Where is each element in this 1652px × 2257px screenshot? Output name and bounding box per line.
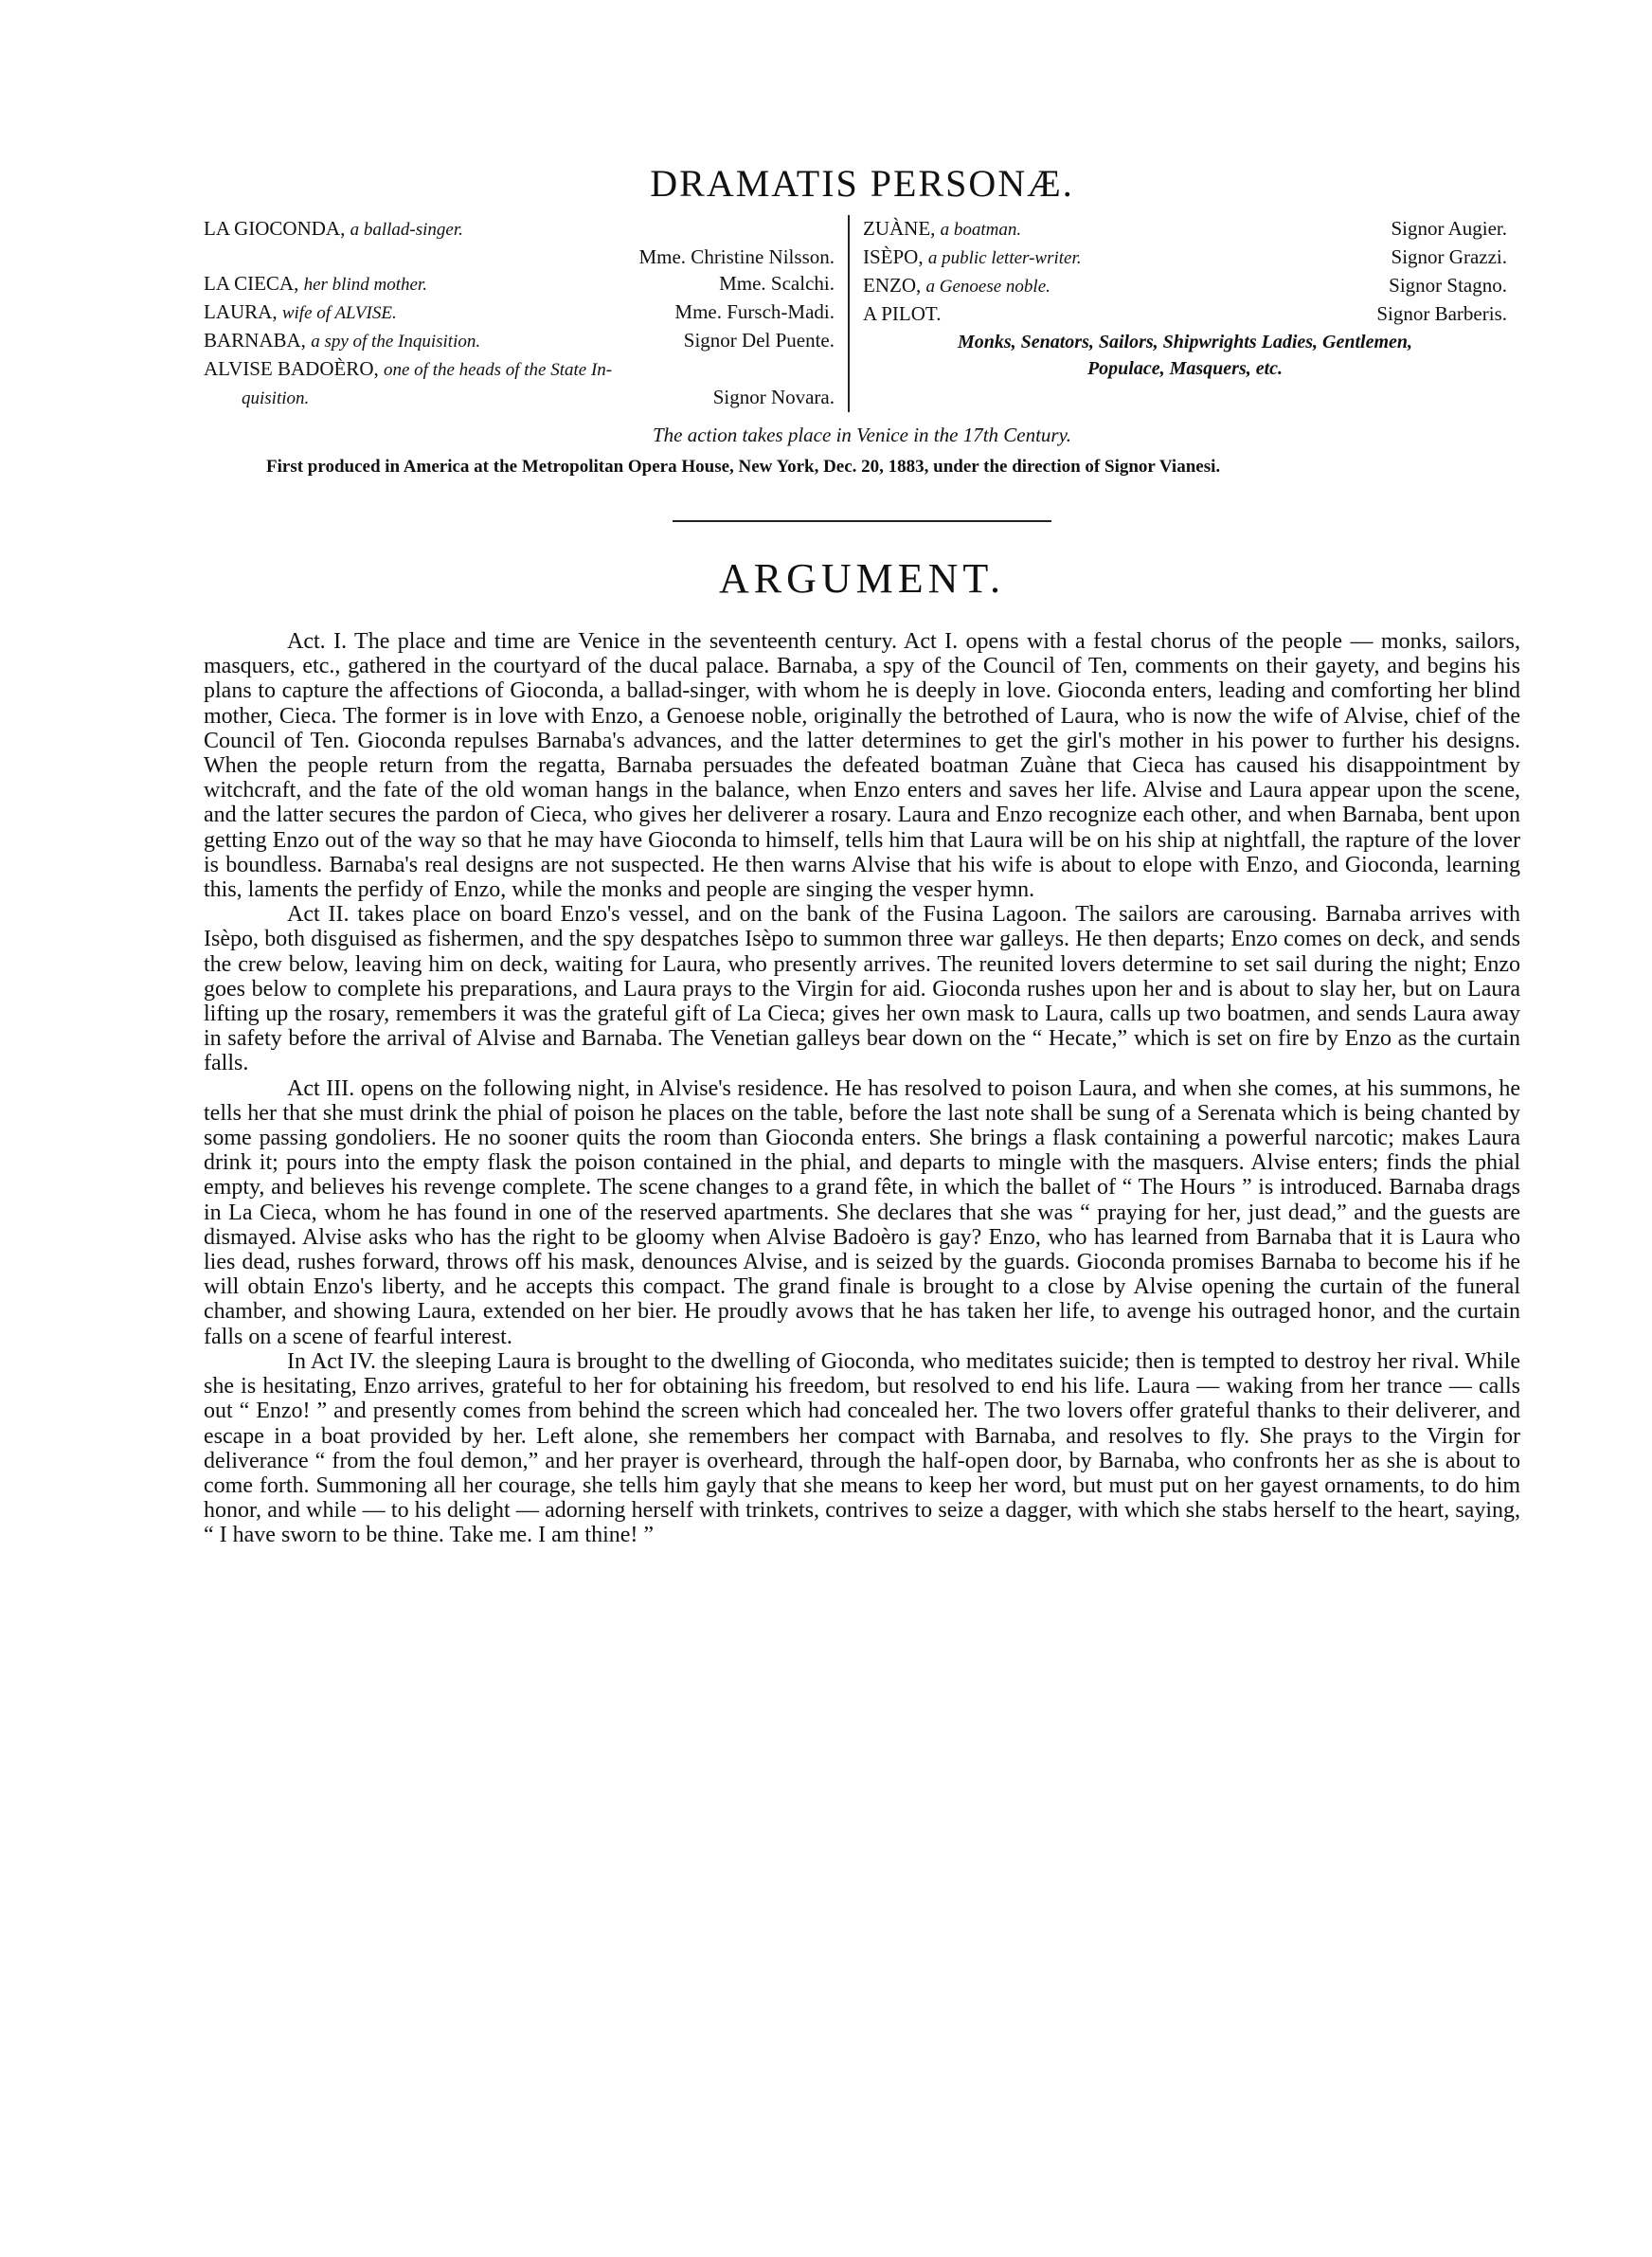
role-description: one of the heads of the State In- [383,360,613,380]
cast-entry [863,244,1507,272]
cast-entry [204,327,835,355]
document-page [204,161,1520,1548]
role-description: a ballad-singer. [350,220,463,240]
role-description: wife of ALVISE. [281,303,397,323]
cast-entry [863,300,1507,329]
setting-note: The action takes place in Venice in the 17th Century. [652,424,1072,446]
role-name: LA CIECA, [204,272,299,295]
role-name: BARNABA, [204,329,306,352]
singer-name: Signor Grazzi. [1391,245,1507,268]
role-name: ZUÀNE, [863,217,936,240]
chorus-list-line: Populace, Masquers, etc. [1086,358,1284,379]
argument-paragraph-act-1: Act. I. The place and time are Venice in the seventeenth century. Act I. opens with a festal chorus of the people — monks, sailors, masquers, etc., gathered in the courtyard of the ducal palace. Barnaba, a spy of the Council of Ten, comments on their gayety, and begins his plans to capture the affections of Gioconda, a ballad-singer, with whom he is deeply in love. Gioconda enters, leading and comforting her blind mother, Cieca. The former is in love with Enzo, a Genoese noble, originally the betrothed of Laura, who is now the wife of Alvise, chief of the Council of Ten. Gioconda repulses Barnaba's advances, and the latter determines to get the girl's mother in his power to further his designs. When the people return from the regatta, Barnaba persuades the defeated boatman Zuàne that Cieca has caused his disappointment by witchcraft, and the fate of the old woman hangs in the balance, when Enzo enters and saves her life. Alvise and Laura appear upon the scene, and the latter secures the pardon of Cieca, who gives her deliverer a rosary. Laura and Enzo recognize each other, and when Barnaba, bent upon getting Enzo out of the way so that he may have Gioconda to himself, tells him that Laura will be on his ship at nightfall, the rapture of the lover is boundless. Barnaba's real designs are not suspected. He then warns Alvise that his wife is about to elope with Enzo, and Gioconda, learning this, laments the perfidy of Enzo, while the monks and people are singing the vesper hymn. [204,629,1520,903]
singer-name: Signor Barberis. [1376,302,1507,325]
cast-entry [204,355,835,384]
cast-entry [204,298,835,327]
argument-paragraph-act-4: In Act IV. the sleeping Laura is brought to the dwelling of Gioconda, who meditates suicide; then is tempted to destroy her rival. While she is hesitating, Enzo arrives, grateful to her for obtaining his freedom, but resolved to end his life. Laura — waking from her trance — calls out “ Enzo! ” and presently comes from behind the screen which had concealed her. The two lovers offer grateful thanks to their deliverer, and escape in a boat provided by her. Left alone, she remembers her compact with Barnaba, and resolves to fly. She prays to the Virgin for deliverance “ from the foul demon,” and her prayer is overheard, through the half-open door, by Barnaba, who confronts her as she is about to come forth. Summoning all her courage, she tells him gayly that she means to keep her word, but must put on her gayest ornaments, to do him honor, and while — to his delight — adorning herself with trinkets, contrives to seize a dagger, with which she stabs herself to the heart, saying, “ I have sworn to be thine. Take me. I am thine! ” [204,1348,1520,1548]
role-name: ENZO, [863,274,922,297]
cast-list [204,215,1520,412]
cast-entry [204,215,835,244]
chorus-list-line: Monks, Senators, Sailors, Shipwrights Ladies, Gentlemen, [957,332,1413,352]
premiere-note: First produced in America at the Metropolitan Opera House, New York, Dec. 20, 1883, under the direction of Signor Vianesi. [266,457,1221,477]
cast-entry [204,270,835,298]
cast-entry [204,244,835,270]
cast-entry [863,272,1507,300]
role-description: a boatman. [940,220,1022,240]
role-name: A PILOT. [863,302,942,325]
role-description: a Genoese noble. [925,277,1050,297]
role-description: her blind mother. [303,275,427,295]
role-name: LA GIOCONDA, [204,217,346,240]
role-description: quisition. [242,388,310,408]
singer-name: Mme. Christine Nilsson. [638,245,835,268]
cast-column-left [204,215,848,412]
argument-body [204,629,1520,1548]
dramatis-personae-title: DRAMATIS PERSONÆ. [650,162,1074,205]
singer-name: Signor Del Puente. [683,329,835,352]
singer-name: Signor Novara. [712,386,835,408]
argument-paragraph-act-3: Act III. opens on the following night, in Alvise's residence. He has resolved to poison Laura, and when she comes, at his summons, he tells her that she must drink the phial of poison he places on the table, before the last note shall be sung of a Serenata which is being chanted by some passing gondoliers. He no sooner quits the room than Gioconda enters. She brings a flask containing a powerful narcotic; makes Laura drink it; pours into the empty flask the poison contained in the phial, and departs to mingle with the masquers. Alvise enters; finds the phial empty, and believes his revenge complete. The scene changes to a grand fête, in which the ballet of “ The Hours ” is introduced. Barnaba drags in La Cieca, whom he has found in one of the reserved apartments. She declares that she was “ praying for her, just dead,” and the guests are dismayed. Alvise asks who has the right to be gloomy when Alvise Badoèro is gay? Enzo, who has learned from Barnaba that it is Laura who lies dead, rushes forward, throws off his mask, denounces Alvise, and is seized by the guards. Gioconda promises Barnaba to become his if he will obtain Enzo's liberty, and he accepts this compact. The grand finale is brought to a close by Alvise opening the curtain of the funeral chamber, and showing Laura, extended on her bier. He proudly avows that he has taken her life, to avenge his outraged honor, and the curtain falls on a scene of fearful interest. [204,1075,1520,1349]
cast-column-right [848,215,1507,412]
cast-entry [863,215,1507,244]
singer-name: Signor Stagno. [1389,274,1507,297]
role-name: ISÈPO, [863,245,924,268]
argument-title: ARGUMENT. [718,555,1006,602]
section-divider [673,520,1051,522]
cast-entry [204,384,835,412]
singer-name: Signor Augier. [1391,217,1507,240]
role-name: LAURA, [204,300,278,323]
role-description: a spy of the Inquisition. [311,332,481,352]
singer-name: Mme. Scalchi. [719,272,835,295]
role-name: ALVISE BADOÈRO, [204,357,379,380]
singer-name: Mme. Fursch-Madi. [674,300,835,323]
argument-paragraph-act-2: Act II. takes place on board Enzo's vessel, and on the bank of the Fusina Lagoon. The sailors are carousing. Barnaba arrives with Isèpo, both disguised as fishermen, and the spy despatches Isèpo to summon three war galleys. He then departs; Enzo comes on deck, and sends the crew below, leaving him on deck, waiting for Laura, who presently arrives. The reunited lovers determine to set sail during the night; Enzo goes below to complete his preparations, and Laura prays to the Virgin for aid. Gioconda rushes upon her and is about to slay her, but on Laura lifting up the rosary, remembers it was the grateful gift of La Cieca; gives her own mask to Laura, calls up two boatmen, and sends Laura away in safety before the arrival of Alvise and Barnaba. The Venetian galleys bear down on the “ Hecate,” which is set on fire by Enzo as the curtain falls. [204,902,1520,1076]
role-description: a public letter-writer. [927,248,1082,268]
